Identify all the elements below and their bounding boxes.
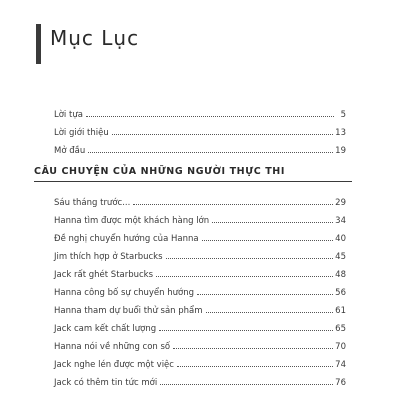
toc-entry-page: 13 (335, 128, 346, 138)
dot-leader (133, 204, 333, 205)
toc-entry-page: 34 (335, 216, 346, 226)
toc-entry[interactable] (54, 302, 346, 316)
toc-entry-label: Jack nghe lén được một việc (54, 360, 174, 370)
toc-entry-label: Hanna tham dự buổi thử sản phẩm (54, 306, 203, 316)
toc-entry-page: 76 (335, 378, 346, 388)
toc-entry-label: Jack rất ghét Starbucks (54, 270, 154, 280)
dot-leader (197, 294, 333, 295)
toc-entry-label: Hanna công bố sự chuyển hướng (54, 288, 195, 298)
toc-entry-label: Lời giới thiệu (54, 128, 109, 138)
toc-entry[interactable] (54, 338, 346, 352)
toc-entry-page: 56 (335, 288, 346, 298)
toc-entry-label: Lời tựa (54, 110, 83, 120)
section-heading: CÂU CHUYỆN CỦA NHỮNG NGƯỜI THỰC THI (34, 166, 285, 177)
dot-leader (173, 348, 333, 349)
toc-entry-label: Đề nghị chuyển hướng của Hanna (54, 234, 199, 244)
toc-entry[interactable] (54, 194, 346, 208)
toc-entry-page: 5 (340, 110, 346, 120)
toc-entry-page: 65 (335, 324, 346, 334)
toc-entry-page: 29 (335, 198, 346, 208)
toc-entry-page: 74 (335, 360, 346, 370)
dot-leader (112, 134, 333, 135)
toc-entry[interactable] (54, 230, 346, 244)
toc-entry[interactable] (54, 266, 346, 280)
toc-entry[interactable] (54, 284, 346, 298)
dot-leader (166, 258, 334, 259)
page-title: Mục Lục (50, 26, 140, 50)
dot-leader (86, 116, 334, 117)
dot-leader (202, 240, 334, 241)
toc-entry-label: Jack cam kết chất lượng (54, 324, 157, 334)
dot-leader (177, 366, 333, 367)
title-accent-bar (36, 24, 41, 64)
toc-entry-page: 19 (335, 146, 346, 156)
toc-entry-page: 45 (335, 252, 346, 262)
toc-entry[interactable] (54, 356, 346, 370)
toc-entry[interactable] (54, 142, 346, 156)
toc-entry-label: Mở đầu (54, 146, 86, 156)
toc-entry-label: Jim thích hợp ở Starbucks (54, 252, 163, 262)
toc-entry-page: 48 (335, 270, 346, 280)
toc-entry-label: Hanna nói về những con số (54, 342, 171, 352)
dot-leader (88, 152, 333, 153)
toc-entry[interactable] (54, 248, 346, 262)
dot-leader (160, 384, 333, 385)
toc-entry-label: Hanna tìm được một khách hàng lớn (54, 216, 210, 226)
toc-entry[interactable] (54, 374, 346, 388)
toc-entry[interactable] (54, 106, 346, 120)
toc-entry[interactable] (54, 124, 346, 138)
dot-leader (159, 330, 333, 331)
dot-leader (206, 312, 334, 313)
toc-entry-page: 61 (335, 306, 346, 316)
toc-entry-page: 70 (335, 342, 346, 352)
toc-entry-page: 40 (335, 234, 346, 244)
toc-entry-label: Sáu tháng trước... (54, 198, 131, 208)
section-divider (34, 181, 352, 182)
toc-entry-label: Jack có thêm tin tức mới (54, 378, 158, 388)
dot-leader (156, 276, 333, 277)
toc-entry[interactable] (54, 320, 346, 334)
dot-leader (212, 222, 333, 223)
toc-entry[interactable] (54, 212, 346, 226)
